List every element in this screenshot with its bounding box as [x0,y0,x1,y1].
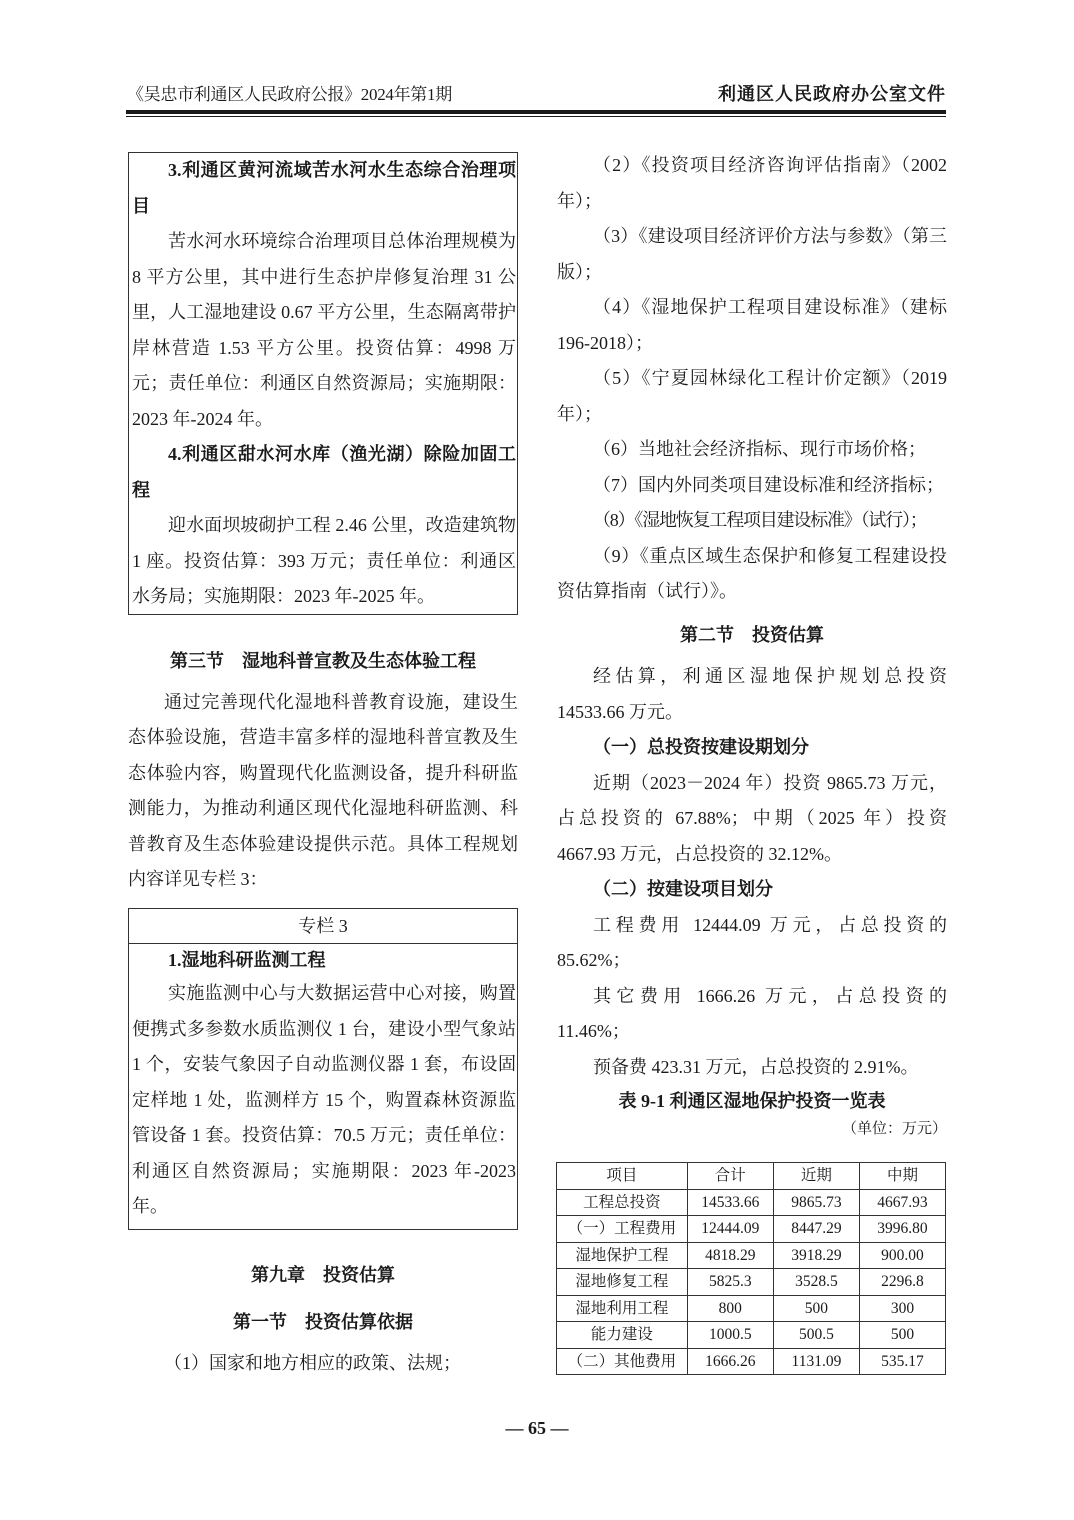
table-cell: （一）工程费用 [557,1216,688,1243]
basis-item-6: （6）当地社会经济指标、现行市场价格； [593,439,926,459]
table-cell: 4818.29 [687,1242,773,1269]
header-publication-title: 《吴忠市利通区人民政府公报》2024年第1期 [127,85,452,104]
table-row [557,1216,946,1243]
table-cell: （二）其他费用 [557,1348,688,1375]
table-row [557,1295,946,1322]
section3-title: 第三节 湿地科普宣教及生态体验工程 [170,651,476,671]
table-header-row [557,1163,946,1190]
sub2-title: （二）按建设项目划分 [593,879,773,899]
header-rule-thin [126,116,946,117]
box3-item1-title: 1.湿地科研监测工程 [168,950,326,970]
sub2-item-1: 工程费用 12444.09 万元，占总投资的 85.62%； [557,914,947,970]
right-column [557,148,947,1141]
table-cell: 1666.26 [687,1348,773,1375]
table-row [557,1348,946,1375]
project-box-1 [128,152,518,615]
table-cell: 14533.66 [687,1189,773,1216]
table-cell: 1000.5 [687,1322,773,1349]
total-investment-text: 经估算，利通区湿地保护规划总投资 14533.66 万元。 [557,666,947,722]
basis-item-9: （9）《重点区域生态保护和修复工程建设投资估算指南（试行）》。 [557,545,947,601]
table-cell: 4667.93 [859,1189,945,1216]
table-row [557,1189,946,1216]
table-cell: 500 [859,1322,945,1349]
table-cell: 800 [687,1295,773,1322]
basis-item-4: （4）《湿地保护工程项目建设标准》（建标 196-2018）； [557,297,947,353]
table-cell: 12444.09 [687,1216,773,1243]
table-cell: 能力建设 [557,1322,688,1349]
table-title: 表 9-1 利通区湿地保护投资一览表 [618,1091,886,1111]
section1-title: 第一节 投资估算依据 [233,1312,413,1332]
table-cell: 9865.73 [773,1189,859,1216]
basis-item-5: （5）《宁夏园林绿化工程计价定额》（2019 年）； [557,368,947,424]
table-cell: 300 [859,1295,945,1322]
basis-item-1: （1）国家和地方相应的政策、法规； [164,1353,461,1373]
table-header-cell: 近期 [773,1163,859,1190]
chapter9 [128,1256,518,1382]
table-cell: 湿地修复工程 [557,1269,688,1296]
table-cell: 3528.5 [773,1269,859,1296]
table-header-cell: 项目 [557,1163,688,1190]
item4-title: 4.利通区甜水河水库（渔光湖）除险加固工程 [132,444,516,500]
sub2-item-2: 其它费用 1666.26 万元，占总投资的 11.46%； [557,985,947,1041]
table-cell: 3918.29 [773,1242,859,1269]
left-column [128,152,518,615]
investment-table [556,1162,946,1375]
table-cell: 湿地保护工程 [557,1242,688,1269]
table-row [557,1242,946,1269]
table-cell: 500 [773,1295,859,1322]
table-row [557,1322,946,1349]
item4-body: 迎水面坝坡砌护工程 2.46 公里，改造建筑物 1 座。投资估算：393 万元；责任单位：利通区水务局；实施期限：2023 年-2025 年。 [132,515,516,606]
basis-item-7: （7）国内外同类项目建设标准和经济指标； [593,474,944,495]
section3-body: 通过完善现代化湿地科普教育设施，建设生态体验设施，营造丰富多样的湿地科普宣教及生态体验内容，购置现代化监测设备，提升科研监测能力，为推动利通区现代化湿地科研监测、科普教育及生态体验建设提供示范。具体工程规划内容详见专栏 3： [128,691,518,889]
header-rule-thick [126,110,946,114]
table-cell: 2296.8 [859,1269,945,1296]
item3-title: 3.利通区黄河流域苦水河水生态综合治理项目 [132,160,516,216]
table-header-cell: 合计 [687,1163,773,1190]
section3 [128,644,518,898]
header-office-name: 利通区人民政府办公室文件 [718,84,946,104]
table-header-cell: 中期 [859,1163,945,1190]
table-cell: 工程总投资 [557,1189,688,1216]
basis-item-8: （8）《湿地恢复工程项目建设标准》（试行）； [593,510,927,530]
sub1-title: （一）总投资按建设期划分 [593,737,809,757]
sub2-item-3: 预备费 423.31 万元，占总投资的 2.91%。 [593,1056,919,1077]
table-row [557,1269,946,1296]
table-cell: 500.5 [773,1322,859,1349]
box3-item1-body: 实施监测中心与大数据运营中心对接，购置便携式多参数水质监测仪 1 台，建设小型气象站 1 个，安装气象因子自动监测仪器 1 套，布设固定样地 1 处，监测样方 15 个，购置森林资源监管设备 1 套。投资估算：70.5 万元；责任单位：利通区自然资源局；实施期限：2023 年-2023 年。 [132,983,516,1216]
table-cell: 湿地利用工程 [557,1295,688,1322]
item3-body: 苦水河水环境综合治理项目总体治理规模为 8 平方公里，其中进行生态护岸修复治理 31 公里，人工湿地建设 0.67 平方公里，生态隔离带护岸林营造 1.53 平方公里。投资估算：4998 万元；责任单位：利通区自然资源局；实施期限：2023 年-2024 年。 [132,231,516,429]
table-cell: 3996.80 [859,1216,945,1243]
table-cell: 5825.3 [687,1269,773,1296]
box3-title: 专栏 3 [129,909,517,944]
chapter9-title: 第九章 投资估算 [251,1265,395,1285]
basis-item-3: （3）《建设项目经济评价方法与参数》（第三版）； [557,226,947,282]
table-cell: 1131.09 [773,1348,859,1375]
basis-item-2: （2）《投资项目经济咨询评估指南》（2002 年）； [557,155,947,211]
table-cell: 900.00 [859,1242,945,1269]
page-number: — 65 — [505,1418,569,1438]
table-unit: （单位：万元） [841,1121,947,1137]
section2-title: 第二节 投资估算 [680,624,824,645]
table-cell: 8447.29 [773,1216,859,1243]
table-cell: 535.17 [859,1348,945,1375]
sub1-body: 近期（2023－2024 年）投资 9865.73 万元，占总投资的 67.88%；中期（2025 年）投资 4667.93 万元，占总投资的 32.12%。 [557,772,947,864]
project-box-2 [128,908,518,1230]
column-box-3 [128,908,518,1230]
